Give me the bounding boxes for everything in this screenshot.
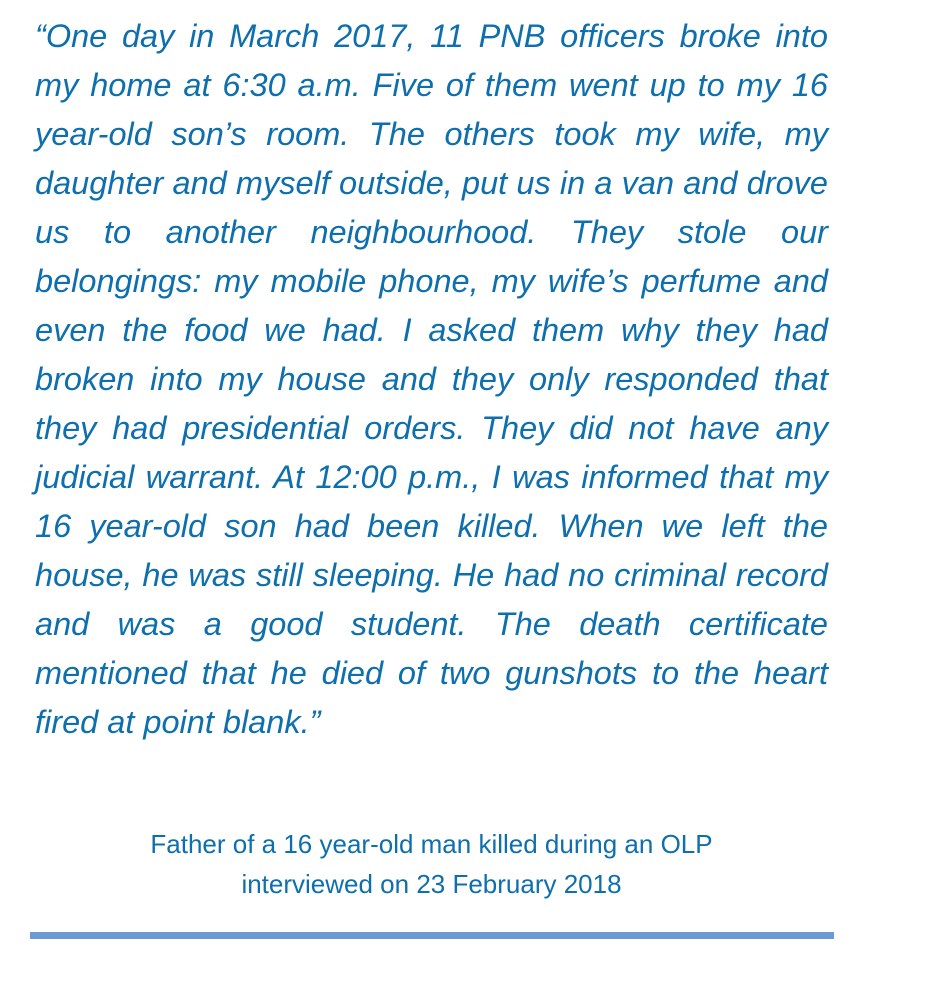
attribution-line-2: interviewed on 23 February 2018 bbox=[241, 869, 622, 899]
quote-attribution bbox=[35, 824, 828, 904]
testimony-quote: “One day in March 2017, 11 PNB officers broke into my home at 6:30 a.m. Five of them went up to my 16 year-old son’s room. The others took my wife, my daughter and myself outside, put us in a van and drove us to another neighbourhood. They stole our belongings: my mobile phone, my wife’s perfume and even the food we had. I asked them why they had broken into my house and they only responded that they had presidential orders. They did not have any judicial warrant. At 12:00 p.m., I was informed that my 16 year-old son had been killed. When we left the house, he was still sleeping. He had no criminal record and was a good student. The death certificate mentioned that he died of two gunshots to the heart fired at point blank.” bbox=[35, 18, 828, 740]
attribution-line-1: Father of a 16 year-old man killed during an OLP bbox=[150, 829, 713, 859]
divider-rule bbox=[30, 932, 834, 939]
